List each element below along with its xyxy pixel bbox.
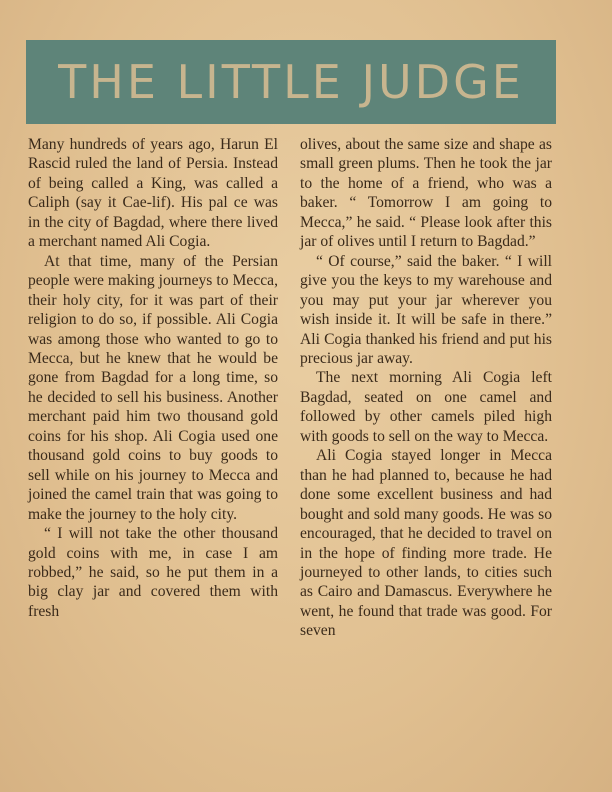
paragraph: Ali Cogia stayed longer in Mecca than he had planned to, because he had done some excellent business and had bought and sold many goods. He was so encouraged, that he decided to travel on in the hope of finding more trade. He journeyed to other lands, to cities such as Cairo and Damascus. Everywhere he went, he found that trade was good. For seven (300, 447, 552, 640)
left-column (28, 135, 278, 621)
story-title: THE LITTLE JUDGE (58, 55, 524, 109)
paragraph: Many hundreds of years ago, Harun El Rascid ruled the land of Persia. Instead of being called a King, was called a Caliph (say it Cae-lif). His pal ce was in the city of Bagdad, where there lived a merchant named Ali Cogia. (28, 136, 278, 251)
paragraph: “ Of course,” said the baker. “ I will give you the keys to my warehouse and you may put your jar wherever you wish inside it. It will be safe in there.” Ali Cogia thanked his friend and put his precious jar away. (300, 252, 552, 367)
paragraph: At that time, many of the Persian people were making journeys to Mecca, their holy city, for it was part of their religion to do so, if possible. Ali Cogia was among those who wanted to go to Mecca, but he knew that he would be gone from Bagdad for a long time, so he decided to sell his business. Another merchant paid him two thousand gold coins for his shop. Ali Cogia used one thousand gold coins to buy goods to sell while on his journey to Mecca and joined the camel train that was going to make the journey to the holy city. (28, 252, 278, 523)
right-column (300, 135, 552, 641)
paragraph: olives, about the same size and shape as small green plums. Then he took the jar to the home of a friend, who was a baker. “ Tomorrow I am going to Mecca,” he said. “ Please look after this jar of olives until I return to Bagdad.” (300, 136, 552, 251)
paragraph: The next morning Ali Cogia left Bagdad, seated on one camel and followed by other camels piled high with goods to sell on the way to Mecca. (300, 369, 552, 445)
paragraph: “ I will not take the other thousand gold coins with me, in case I am robbed,” he said, so he put them in a big clay jar and covered them with fresh (28, 525, 278, 620)
title-banner (26, 40, 556, 124)
